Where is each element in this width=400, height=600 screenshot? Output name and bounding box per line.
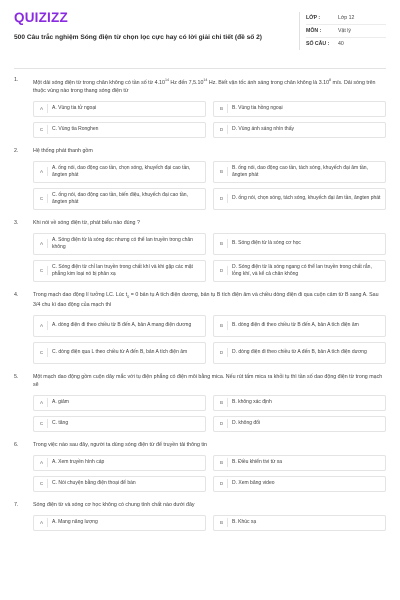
option-text: D. Vùng ánh sáng nhìn thấy <box>232 126 294 133</box>
question-text: Một dải sóng điện từ trong chân không có tần số từ 4.10$^{14}$ Hz đến 7,5.10$^{14}$ Hz. Biết vận tốc ánh sáng trong chân không là 3.10$^8$ m/s. Dải sóng trên thuộc vùng nào trong thang sóng điện từ <box>33 78 376 94</box>
option-text: A. Mang năng lượng <box>52 519 98 526</box>
option-text: C. Vùng tia Ronghen <box>52 126 99 133</box>
option-text: D. dòng điện đi theo chiều từ A đến B, bản A tích điện dương <box>232 349 367 356</box>
question-number: 3. <box>14 219 19 226</box>
question-text: Hệ thống phát thanh gồm <box>33 147 93 154</box>
option-letter: B <box>216 104 228 113</box>
question-7 <box>14 501 386 531</box>
option-letter: B <box>216 167 228 176</box>
option-text: B. Sóng điện từ là sóng cơ học <box>232 240 301 247</box>
answer-options <box>14 161 386 210</box>
question-list <box>14 76 386 540</box>
question-text: Trong việc nào sau đây, người ta dùng sóng điện từ để truyền tải thông tin <box>33 441 207 448</box>
option-letter: A <box>36 239 48 248</box>
option-letter: B <box>216 239 228 248</box>
meta-key: SỐ CÂU : <box>306 41 330 47</box>
worksheet-header <box>14 10 386 62</box>
option-text: A. giảm <box>52 399 69 406</box>
answer-option-a[interactable] <box>33 101 206 117</box>
meta-panel <box>299 12 386 50</box>
meta-value: 40 <box>338 41 344 47</box>
header-divider <box>14 68 386 69</box>
question-number: 5. <box>14 373 19 380</box>
answer-options <box>14 101 386 138</box>
answer-option-b[interactable] <box>213 161 386 183</box>
quizizz-logo: QUIZIZZ <box>14 10 68 25</box>
answer-option-c[interactable] <box>33 342 206 364</box>
answer-option-b[interactable] <box>213 315 386 337</box>
option-letter: C <box>36 419 48 428</box>
answer-option-d[interactable] <box>213 416 386 432</box>
option-text: A. dòng điện đi theo chiều từ B đến A, bản A mang điện dương <box>52 322 192 329</box>
question-5 <box>14 373 386 432</box>
question-number: 4. <box>14 291 19 298</box>
question-4 <box>14 291 386 364</box>
option-letter: D <box>216 348 228 357</box>
option-letter: D <box>216 194 228 203</box>
answer-option-d[interactable] <box>213 122 386 138</box>
answer-options <box>14 233 386 282</box>
answer-option-b[interactable] <box>213 233 386 255</box>
option-letter: C <box>36 479 48 488</box>
answer-option-c[interactable] <box>33 188 206 210</box>
option-letter: B <box>216 458 228 467</box>
answer-option-d[interactable] <box>213 476 386 492</box>
option-text: D. không đổi <box>232 420 261 427</box>
option-letter: B <box>216 518 228 527</box>
option-letter: D <box>216 419 228 428</box>
option-letter: A <box>36 398 48 407</box>
answer-option-a[interactable] <box>33 161 206 183</box>
option-letter: A <box>36 458 48 467</box>
option-letter: A <box>36 321 48 330</box>
meta-row-class <box>306 12 386 25</box>
meta-key: LỚP : <box>306 15 321 21</box>
answer-option-b[interactable] <box>213 395 386 411</box>
answer-options <box>14 455 386 492</box>
option-text: B. Vùng tia hồng ngoại <box>232 105 283 112</box>
option-letter: C <box>36 266 48 275</box>
option-letter: A <box>36 167 48 176</box>
answer-option-d[interactable] <box>213 188 386 210</box>
option-text: A. ống nói, dao động cao tần, chọn sóng, khuyếch đại cao tần, ăngten phát <box>52 164 191 178</box>
option-text: B. Khúc xạ <box>232 519 257 526</box>
option-text: C. dòng điện qua L theo chiều từ A đến B, bản A tích điện âm <box>52 349 188 356</box>
answer-option-a[interactable] <box>33 515 206 531</box>
answer-option-c[interactable] <box>33 260 206 282</box>
option-text: D. Xem băng video <box>232 480 275 487</box>
page-title: 500 Câu trắc nghiệm Sóng điện từ chọn lọc cực hay có lời giải chi tiết (đề số 2) <box>14 34 262 41</box>
option-letter: B <box>216 398 228 407</box>
question-text: Khi nói về sóng điện từ, phát biểu nào đúng ? <box>33 219 140 226</box>
option-text: A. Vùng tia tử ngoại <box>52 105 97 112</box>
option-letter: C <box>36 125 48 134</box>
question-6 <box>14 441 386 492</box>
answer-option-c[interactable] <box>33 416 206 432</box>
answer-option-a[interactable] <box>33 315 206 337</box>
answer-options <box>14 515 386 531</box>
meta-key: MÔN : <box>306 28 322 34</box>
meta-row-subject <box>306 25 386 38</box>
option-text: B. dòng điện đi theo chiều từ B đến A, bản A tích điện âm <box>232 322 359 329</box>
question-3 <box>14 219 386 282</box>
question-1 <box>14 76 386 138</box>
option-text: C. tăng <box>52 420 69 427</box>
question-text: Sóng điện từ và sóng cơ học không có chung tính chất nào dưới đây <box>33 501 195 508</box>
option-letter: D <box>216 479 228 488</box>
option-letter: A <box>36 104 48 113</box>
answer-option-a[interactable] <box>33 395 206 411</box>
answer-option-a[interactable] <box>33 233 206 255</box>
option-text: B. không xác định <box>232 399 272 406</box>
option-text: C. Sóng điện từ chỉ lan truyền trong chất khí và khi gặp các mặt phẳng kim loại nó bị phản xạ <box>52 263 193 277</box>
meta-value: Lớp 12 <box>338 15 355 21</box>
answer-option-a[interactable] <box>33 455 206 471</box>
question-2 <box>14 147 386 210</box>
question-number: 7. <box>14 501 19 508</box>
option-text: D. Sóng điện từ là sóng ngang có thể lan truyền trong chất rắn, lỏng khí, và kể cả chân không <box>232 263 372 277</box>
answer-option-c[interactable] <box>33 476 206 492</box>
answer-option-d[interactable] <box>213 342 386 364</box>
answer-options <box>14 315 386 364</box>
option-letter: C <box>36 194 48 203</box>
option-text: B. Điều khiển tivi từ xa <box>232 459 283 466</box>
question-number: 6. <box>14 441 19 448</box>
option-letter: C <box>36 348 48 357</box>
option-text: A. Sóng điện từ là sóng dọc nhưng có thể lan truyền trong chân không <box>52 236 193 250</box>
option-letter: D <box>216 125 228 134</box>
answer-option-d[interactable] <box>213 260 386 282</box>
answer-option-b[interactable] <box>213 515 386 531</box>
meta-value: Vật lý <box>338 28 351 34</box>
answer-options <box>14 395 386 432</box>
option-letter: D <box>216 266 228 275</box>
answer-option-b[interactable] <box>213 101 386 117</box>
option-text: C. ống nói, dao động cao tần, biến điệu, khuyếch đại cao tần, ăngten phát <box>52 191 188 205</box>
option-letter: B <box>216 321 228 330</box>
option-text: D. ống nói, chọn sóng, tách sóng, khuyếch đại âm tần, ăngten phát <box>232 195 381 202</box>
answer-option-c[interactable] <box>33 122 206 138</box>
option-text: A. Xem truyền hình cáp <box>52 459 105 466</box>
question-text: Trong mạch dao động lí tưởng LC. Lúc $t_0 = 0$ bản tụ A tích điện dương, bản tụ B tích điện âm và chiều dòng điện đi qua cuộn cảm từ B sang A. Sau 3/4 chu kì dao động của mạch thì <box>33 291 379 308</box>
question-number: 1. <box>14 77 19 83</box>
meta-row-count <box>306 38 386 50</box>
question-text: Một mạch dao động gồm cuộn dây mắc với tụ điện phẳng có điện môi bằng mica. Nếu rút tấm mica ra khỏi tụ thì tần số dao động điện từ trong mạch sẽ <box>33 373 383 388</box>
question-number: 2. <box>14 147 19 154</box>
option-text: B. ống nói, dao động cao tần, tách sóng, khuyếch đại âm tần, ăngten phát <box>232 164 368 178</box>
option-letter: A <box>36 518 48 527</box>
option-text: C. Nói chuyện bằng điện thoại để bàn <box>52 480 136 487</box>
answer-option-b[interactable] <box>213 455 386 471</box>
